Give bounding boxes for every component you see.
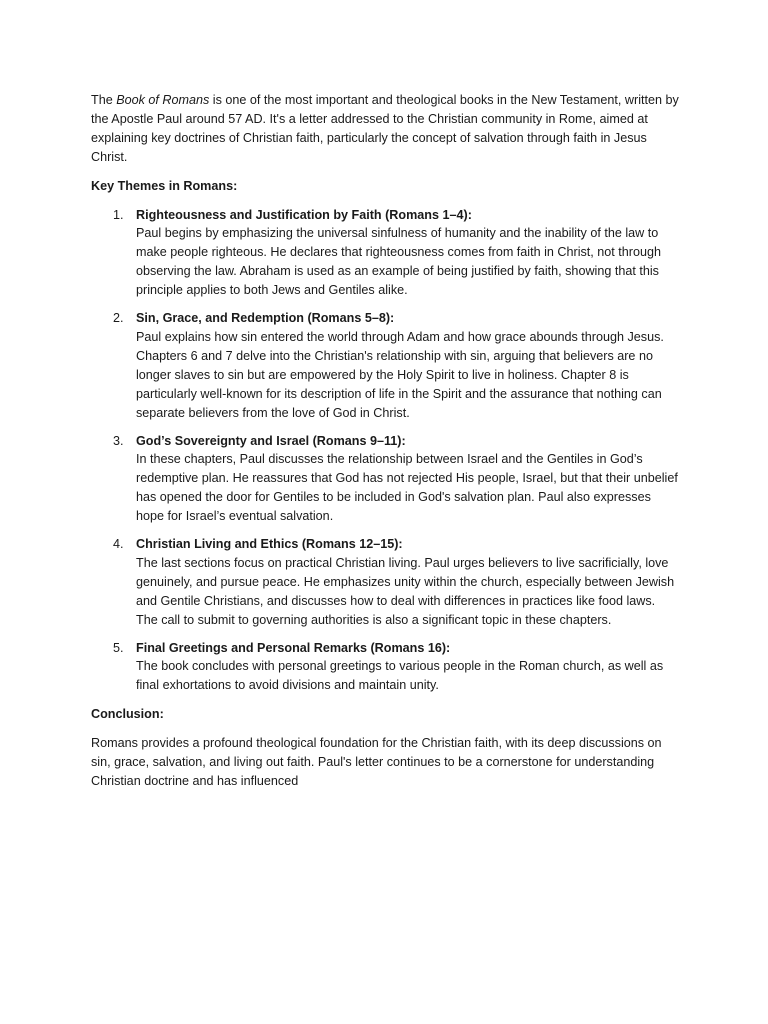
theme-item bbox=[91, 206, 680, 301]
book-title: Book of Romans bbox=[116, 93, 210, 107]
theme-item bbox=[91, 639, 680, 696]
theme-number: 2. bbox=[113, 311, 124, 326]
theme-title: Final Greetings and Personal Remarks (Romans 16): bbox=[136, 640, 451, 655]
intro-paragraph bbox=[91, 91, 680, 167]
theme-item bbox=[91, 309, 680, 422]
theme-body: The book concludes with personal greetings to various people in the Roman church, as well as final exhortations to avoid divisions and maintain unity. bbox=[136, 659, 664, 693]
theme-number: 3. bbox=[113, 433, 124, 448]
conclusion-paragraph: Romans provides a profound theological foundation for the Christian faith, with its deep discussions on sin, grace, salvation, and living out faith. Paul's letter continues to be a cornerstone for understanding Christian doctrine and has influenced bbox=[91, 736, 662, 788]
themes-heading: Key Themes in Romans: bbox=[91, 178, 238, 193]
theme-body: In these chapters, Paul discusses the relationship between Israel and the Gentiles in God’s redemptive plan. He reassures that God has not rejected His people, Israel, but that their unbelief has opened the door for Gentiles to be included in God's salvation plan. Paul also expresses hope for Israel’s eventual salvation. bbox=[136, 452, 678, 524]
theme-title: God’s Sovereignty and Israel (Romans 9–11): bbox=[136, 433, 406, 448]
theme-number: 4. bbox=[113, 537, 124, 552]
theme-item bbox=[91, 535, 680, 630]
themes-list bbox=[91, 206, 680, 696]
theme-body: Paul explains how sin entered the world through Adam and how grace abounds through Jesus. Chapters 6 and 7 delve into the Christian's relationship with sin, arguing that believers are no longer slaves to sin but are empowered by the Holy Spirit to live in holiness. Chapter 8 is particularly well-known for its description of life in the Spirit and the assurance that nothing can separate believers from the love of God in Christ. bbox=[136, 329, 664, 420]
theme-title: Christian Living and Ethics (Romans 12–15): bbox=[136, 537, 403, 552]
theme-title: Righteousness and Justification by Faith (Romans 1–4): bbox=[136, 207, 472, 222]
theme-title: Sin, Grace, and Redemption (Romans 5–8): bbox=[136, 311, 395, 326]
theme-body: Paul begins by emphasizing the universal sinfulness of humanity and the inability of the law to make people righteous. He declares that righteousness comes from faith in Christ, not through observing the law. Abraham is used as an example of being justified by faith, showing that this principle applies to both Jews and Gentiles alike. bbox=[136, 226, 662, 298]
intro-before: The bbox=[91, 93, 117, 107]
intro-after: is one of the most important and theological books in the New Testament, written by the Apostle Paul around 57 AD. It's a letter addressed to the Christian community in Rome, aimed at explaining key doctrines of Christian faith, particularly the concept of salvation through faith in Jesus Christ. bbox=[91, 93, 679, 164]
theme-number: 1. bbox=[113, 207, 124, 222]
theme-body: The last sections focus on practical Christian living. Paul urges believers to live sacrificially, love genuinely, and pursue peace. He emphasizes unity within the church, especially between Jewish and Gentile Christians, and discusses how to deal with differences in practices like food laws. The call to submit to governing authorities is also a significant topic in these chapters. bbox=[136, 555, 675, 627]
theme-number: 5. bbox=[113, 640, 124, 655]
theme-item bbox=[91, 432, 680, 527]
conclusion-heading: Conclusion: bbox=[91, 707, 164, 722]
